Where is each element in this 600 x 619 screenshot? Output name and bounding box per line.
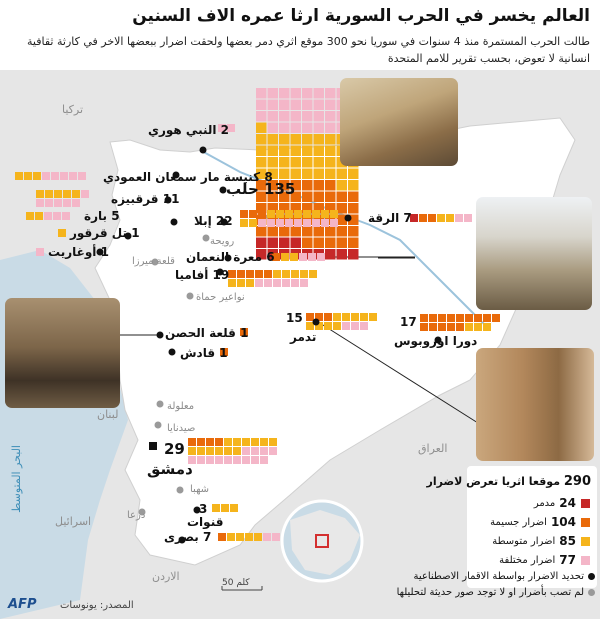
damage-square	[348, 192, 359, 203]
damage-square	[308, 253, 316, 261]
damage-square	[302, 100, 313, 111]
damage-square	[45, 199, 53, 207]
damage-square	[256, 88, 267, 99]
damage-square	[291, 270, 299, 278]
damage-square	[325, 88, 336, 99]
site-krak: 1 قلعة الحصن	[165, 326, 249, 340]
damage-square	[314, 123, 325, 134]
afp-logo: AFP	[8, 597, 37, 612]
damage-square	[279, 134, 290, 145]
damage-square	[224, 438, 232, 446]
damage-square	[72, 190, 80, 198]
damage-square	[291, 100, 302, 111]
damage-square	[251, 447, 259, 455]
site-simeon: 8 كنيسة مار سمعان العمودي	[103, 170, 273, 184]
damage-square	[36, 248, 44, 256]
damage-square	[429, 314, 437, 322]
damage-square	[465, 314, 473, 322]
damage-square	[337, 180, 348, 191]
damage-square	[197, 456, 205, 464]
scale-label: 50 كلم	[222, 578, 250, 588]
damage-square	[303, 210, 311, 218]
source-credit: المصدر: يونوسات	[60, 600, 134, 611]
damage-square	[302, 169, 313, 180]
damage-square	[302, 226, 313, 237]
damage-square	[325, 192, 336, 203]
damage-square	[314, 169, 325, 180]
damage-square	[260, 447, 268, 455]
damage-square	[446, 214, 454, 222]
damage-square	[351, 322, 359, 330]
damage-square	[279, 123, 290, 134]
site-damascus-count: 29	[164, 440, 185, 458]
site-palmyra-name: تدمر	[290, 330, 317, 344]
site-qanawat-count: 3	[199, 502, 208, 516]
damage-square	[63, 190, 71, 198]
site-bara: 5 بارة	[84, 209, 120, 223]
damage-square	[276, 219, 284, 227]
damage-square	[314, 226, 325, 237]
damage-square	[302, 88, 313, 99]
grey-saydnaya: صيدنايا	[167, 423, 196, 434]
damage-square	[314, 192, 325, 203]
damage-square	[314, 180, 325, 191]
damage-square	[272, 533, 280, 541]
damage-square	[325, 146, 336, 157]
damage-square	[302, 146, 313, 157]
damage-square	[256, 238, 267, 249]
damage-square	[36, 199, 44, 207]
damage-square	[447, 323, 455, 331]
damage-square	[333, 313, 341, 321]
damage-square	[325, 238, 336, 249]
damage-square	[474, 323, 482, 331]
damage-square	[242, 447, 250, 455]
damage-square	[230, 504, 238, 512]
grey-hama: نواعير حماة	[196, 292, 245, 303]
damage-square	[273, 270, 281, 278]
damage-square	[285, 210, 293, 218]
damage-square	[282, 279, 290, 287]
damage-square	[63, 199, 71, 207]
damage-square	[233, 456, 241, 464]
damage-square	[279, 88, 290, 99]
damage-square	[314, 88, 325, 99]
damage-square	[45, 190, 53, 198]
damage-square	[233, 438, 241, 446]
damage-square	[260, 438, 268, 446]
damage-square	[337, 226, 348, 237]
damage-square	[246, 270, 254, 278]
site-bosra: 7 بصرى	[164, 530, 212, 544]
damage-square	[314, 238, 325, 249]
damage-square	[268, 88, 279, 99]
damage-square	[197, 438, 205, 446]
damage-square	[325, 180, 336, 191]
damage-square	[348, 226, 359, 237]
damage-square	[314, 100, 325, 111]
damage-square	[337, 192, 348, 203]
damage-square	[256, 226, 267, 237]
damage-square	[26, 212, 34, 220]
damage-square	[282, 270, 290, 278]
site-dot	[345, 215, 352, 222]
damage-square	[51, 172, 59, 180]
site-dot	[157, 332, 164, 339]
damage-square	[218, 533, 226, 541]
damage-square	[279, 238, 290, 249]
photo-krak-interior	[5, 298, 120, 408]
damage-square	[325, 226, 336, 237]
damage-square	[268, 100, 279, 111]
damage-square	[438, 314, 446, 322]
damage-square	[474, 314, 482, 322]
damage-square	[492, 314, 500, 322]
damage-square	[291, 157, 302, 168]
damage-square	[291, 123, 302, 134]
site-dot	[200, 147, 207, 154]
damage-square	[312, 219, 320, 227]
damage-square	[69, 172, 77, 180]
legend-destroyed: 24 مدمر	[534, 496, 591, 510]
damage-square	[263, 533, 271, 541]
damage-square	[291, 146, 302, 157]
damage-square	[237, 270, 245, 278]
damage-square	[294, 219, 302, 227]
damage-square	[419, 214, 427, 222]
damage-square	[325, 123, 336, 134]
damage-square	[255, 270, 263, 278]
damage-square	[279, 146, 290, 157]
damage-square	[268, 226, 279, 237]
damage-square	[291, 226, 302, 237]
damage-square	[337, 238, 348, 249]
damage-square	[206, 438, 214, 446]
damage-square	[317, 253, 325, 261]
damage-square	[325, 111, 336, 122]
damage-square	[276, 210, 284, 218]
damage-square	[62, 212, 70, 220]
damage-square	[285, 219, 293, 227]
damage-square	[251, 438, 259, 446]
damage-square	[254, 533, 262, 541]
note-satellite: تحديد الاضرار بواسطة الاقمار الاصطناعية	[413, 571, 595, 582]
legend	[426, 466, 597, 588]
damage-square	[246, 279, 254, 287]
damage-square	[302, 192, 313, 203]
damage-square	[291, 134, 302, 145]
damage-square	[36, 190, 44, 198]
damage-square	[33, 172, 41, 180]
damage-square	[237, 279, 245, 287]
site-maarat: 6 معرة النعمان	[186, 250, 275, 264]
grey-site-dot	[155, 422, 162, 429]
damage-square	[53, 212, 61, 220]
damage-square	[42, 172, 50, 180]
site-dot	[169, 349, 176, 356]
damage-square	[291, 111, 302, 122]
damage-square	[325, 100, 336, 111]
damage-square	[348, 238, 359, 249]
damage-square	[256, 100, 267, 111]
damage-square	[256, 123, 267, 134]
photo-maarat-ruins	[476, 197, 592, 310]
damage-square	[256, 134, 267, 145]
damage-square	[281, 253, 289, 261]
damage-square	[215, 438, 223, 446]
site-qadesh: 1 قادش	[180, 346, 228, 360]
damage-square	[302, 180, 313, 191]
damage-square	[351, 313, 359, 321]
damage-square	[58, 229, 66, 237]
damage-square	[291, 169, 302, 180]
country-turkey: تركيا	[62, 103, 84, 116]
damage-square	[215, 456, 223, 464]
damage-square	[215, 447, 223, 455]
damage-square	[269, 447, 277, 455]
note-no-images: لم تصب بأضرار او لا توجد صور حديثة لتحليلها	[397, 587, 595, 598]
damage-square	[348, 203, 359, 214]
damage-square	[273, 279, 281, 287]
damage-square	[251, 456, 259, 464]
site-qirqbize: 11 قرقبيزه	[111, 192, 180, 206]
damage-square	[24, 172, 32, 180]
grey-site-dot	[187, 293, 194, 300]
damage-square	[456, 323, 464, 331]
damage-square	[249, 219, 257, 227]
damage-square	[303, 219, 311, 227]
damage-square	[267, 219, 275, 227]
damage-square	[221, 504, 229, 512]
page-title: العالم يخسر في الحرب السورية ارثا عمره الاف السنين	[132, 6, 590, 26]
damage-square	[279, 111, 290, 122]
country-lebanon: لبنان	[97, 408, 119, 421]
damage-square	[240, 219, 248, 227]
damage-square	[314, 134, 325, 145]
damage-square	[15, 172, 23, 180]
grey-site-dot	[177, 487, 184, 494]
damage-square	[300, 270, 308, 278]
damage-square	[321, 210, 329, 218]
damage-square	[300, 279, 308, 287]
site-raqqa: 7 الرقة	[368, 211, 412, 225]
damage-square	[236, 533, 244, 541]
damage-square	[258, 219, 266, 227]
damage-square	[324, 313, 332, 321]
photo-aleppo-mosque	[340, 78, 458, 166]
damage-square	[245, 533, 253, 541]
grey-ruweiha: رويحة	[210, 236, 235, 247]
damage-square	[428, 214, 436, 222]
damage-square	[337, 203, 348, 214]
site-qanawat-name: قنوات	[187, 515, 224, 529]
damage-square	[325, 249, 336, 260]
country-jordan: الاردن	[152, 570, 180, 583]
damage-square	[324, 322, 332, 330]
legend-possible: 77 اضرار مختلفة	[499, 553, 591, 567]
damage-square	[264, 279, 272, 287]
damage-square	[294, 210, 302, 218]
grey-qalaat-mirza: قلعة ميرزا	[132, 256, 175, 267]
damage-square	[260, 456, 268, 464]
damage-square	[302, 111, 313, 122]
damage-square	[337, 249, 348, 260]
grey-daraa: درعا	[127, 510, 146, 521]
mediterranean-label: البحر المتوسط	[10, 445, 23, 513]
damage-square	[333, 322, 341, 330]
damage-square	[429, 323, 437, 331]
site-ugarit: 1 أوغاريت	[48, 245, 109, 259]
damage-square	[188, 447, 196, 455]
site-dot	[149, 442, 157, 450]
site-dura-name: دورا اوروبوس	[394, 334, 478, 348]
damage-square	[54, 190, 62, 198]
damage-square	[242, 456, 250, 464]
damage-square	[35, 212, 43, 220]
damage-square	[60, 172, 68, 180]
damage-square	[206, 447, 214, 455]
damage-square	[465, 323, 473, 331]
damage-square	[78, 172, 86, 180]
damage-square	[348, 249, 359, 260]
damage-square	[267, 210, 275, 218]
damage-square	[309, 270, 317, 278]
site-palmyra: 15	[286, 311, 303, 325]
damage-square	[455, 214, 463, 222]
legend-title: 290 موقعا اثريا تعرض لاضرار	[426, 474, 591, 489]
damage-square	[360, 322, 368, 330]
damage-square	[342, 322, 350, 330]
damage-square	[291, 88, 302, 99]
damage-square	[279, 157, 290, 168]
site-nabi-houri: 2 النبي هوري	[148, 123, 230, 137]
damage-square	[330, 219, 338, 227]
damage-square	[81, 190, 89, 198]
damage-square	[314, 157, 325, 168]
damage-square	[360, 313, 368, 321]
damage-square	[268, 134, 279, 145]
damage-square	[312, 210, 320, 218]
site-apamea: 19 أفاميا	[175, 268, 230, 282]
damage-square	[54, 199, 62, 207]
damage-square	[197, 447, 205, 455]
country-israel: اسرائيل	[55, 515, 92, 528]
damage-square	[348, 180, 359, 191]
damage-square	[437, 214, 445, 222]
damage-square	[206, 456, 214, 464]
damage-square	[249, 210, 257, 218]
damage-square	[314, 146, 325, 157]
damage-square	[299, 253, 307, 261]
damage-square	[268, 146, 279, 157]
damage-square	[268, 111, 279, 122]
damage-square	[420, 323, 428, 331]
grey-shahba: شهبا	[190, 484, 210, 495]
damage-square	[269, 438, 277, 446]
site-damascus-name: دمشق	[147, 460, 193, 478]
damage-square	[258, 210, 266, 218]
damage-square	[268, 123, 279, 134]
damage-square	[268, 157, 279, 168]
damage-square	[325, 157, 336, 168]
legend-moderate: 85 اضرار متوسطة	[492, 534, 591, 548]
damage-square	[279, 100, 290, 111]
damage-square	[233, 447, 241, 455]
damage-square	[212, 504, 220, 512]
site-ebla: 22 إبلا	[194, 214, 233, 228]
site-dura: 17	[400, 315, 417, 329]
damage-square	[306, 313, 314, 321]
grey-maaloula: معلولة	[167, 401, 195, 412]
damage-square	[330, 210, 338, 218]
damage-square	[348, 169, 359, 180]
damage-square	[420, 314, 428, 322]
damage-square	[325, 169, 336, 180]
damage-square	[227, 533, 235, 541]
damage-square	[302, 157, 313, 168]
damage-square	[72, 199, 80, 207]
damage-square	[290, 253, 298, 261]
damage-square	[302, 123, 313, 134]
site-tell-qarqur: 1 تل قرقور	[70, 226, 140, 240]
damage-square	[242, 438, 250, 446]
damage-square	[438, 323, 446, 331]
page-subtitle: طالت الحرب المستمرة منذ 4 سنوات في سوريا نحو 300 موقع اثري دمر بعضها ولحقت اضرار ببعضها الاخر في كارثة ثقافية انسانية لا تعوض، بحسب تقرير للامم المتحدة	[27, 35, 590, 65]
damage-square	[188, 438, 196, 446]
legend-severe: 104 اضرار جسيمة	[490, 515, 591, 529]
site-dot	[313, 319, 320, 326]
damage-square	[302, 238, 313, 249]
damage-square	[464, 214, 472, 222]
damage-square	[256, 146, 267, 157]
damage-square	[456, 314, 464, 322]
country-iraq: العراق	[418, 442, 448, 455]
damage-square	[279, 169, 290, 180]
damage-square	[279, 226, 290, 237]
damage-square	[224, 447, 232, 455]
site-aleppo: 135 حلب	[226, 180, 296, 198]
damage-square	[483, 323, 491, 331]
damage-square	[240, 210, 248, 218]
damage-square	[337, 169, 348, 180]
damage-square	[291, 279, 299, 287]
damage-square	[256, 111, 267, 122]
damage-square	[342, 313, 350, 321]
damage-square	[291, 238, 302, 249]
damage-square	[483, 314, 491, 322]
damage-square	[224, 456, 232, 464]
damage-square	[314, 111, 325, 122]
photo-palmyra-columns	[476, 348, 594, 461]
damage-square	[44, 212, 52, 220]
damage-square	[369, 313, 377, 321]
grey-site-dot	[203, 235, 210, 242]
damage-square	[256, 157, 267, 168]
damage-square	[447, 314, 455, 322]
grey-site-dot	[157, 401, 164, 408]
damage-square	[321, 219, 329, 227]
damage-square	[264, 270, 272, 278]
damage-square	[302, 134, 313, 145]
damage-square	[268, 238, 279, 249]
damage-square	[325, 134, 336, 145]
site-dot	[171, 219, 178, 226]
damage-square	[255, 279, 263, 287]
